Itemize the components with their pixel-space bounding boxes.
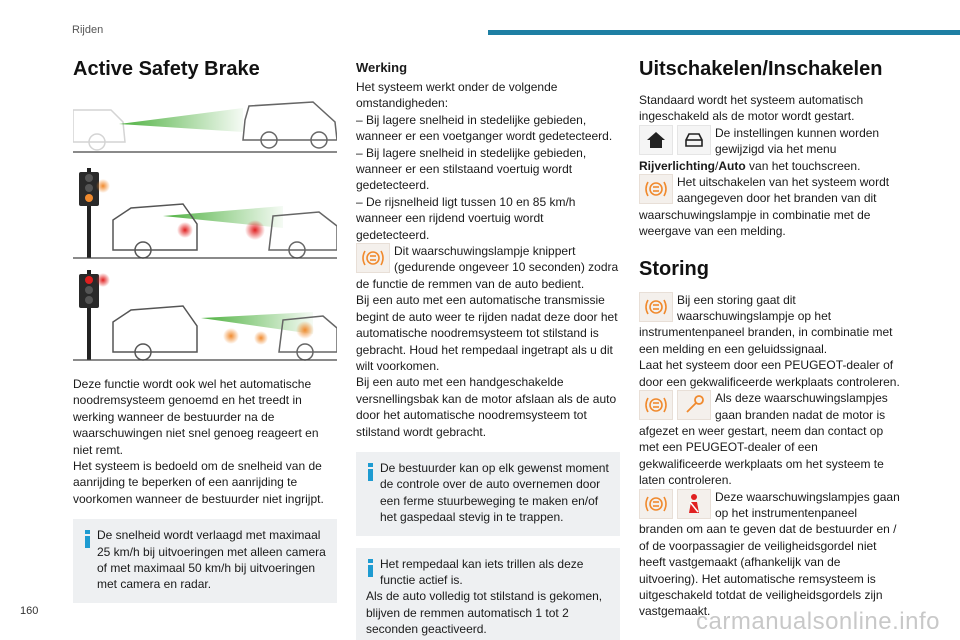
note-text: Als de auto volledig tot stilstand is gekomen, blijven de remmen automatisch 1 tot 2 seconden geactiveerd.	[366, 589, 603, 637]
car-icon	[677, 125, 711, 155]
column-uitschakelen	[639, 58, 903, 620]
wrench-icon	[677, 390, 711, 420]
bullet-stationary-vehicle: – Bij lagere snelheid in stedelijke gebieden, wanneer er een stilstaand voertuig wordt gedetecteerd.	[356, 145, 587, 193]
paragraph-automatic-transmission: Bij een auto met een automatische transmissie begint de auto weer te rijden nadat deze door het automatische noodremsysteem tot stilstand is gebracht. Houd het rempedaal ingetrapt als u dit wilt voorkomen.	[356, 293, 618, 373]
traffic-light-icon	[79, 270, 110, 360]
illustration-car-following	[73, 92, 337, 160]
warning-light-row	[356, 243, 620, 292]
menu-rijverlichting: Rijverlichting	[639, 158, 716, 173]
page-number: 160	[20, 605, 39, 617]
home-icon	[639, 125, 673, 155]
traffic-light-icon	[79, 168, 110, 258]
illustration-traffic-light	[73, 168, 337, 260]
info-icon	[368, 559, 374, 577]
seatbelt-icon	[677, 489, 711, 519]
info-icon	[368, 463, 374, 481]
safety-brake-warning-icon	[639, 489, 673, 519]
safety-brake-warning-icon	[356, 243, 390, 273]
green-detection-beam	[119, 108, 243, 132]
car-outline-icon	[243, 102, 337, 148]
paragraph-manual-gearbox: Bij een auto met een handgeschakelde versnellingsbak kan de motor afslaan als de auto door het automatische noodremsysteem tot stilstand wordt gebracht.	[356, 375, 617, 439]
paragraph-fault-restart: Als deze waarschuwingslampjes gaan branden nadat de motor is afgezet en weer gestart, neem dan contact op met een PEUGEOT-dealer of een gekwalificeerde werkplaats om het systeem te laten controleren.	[639, 391, 888, 488]
settings-text: van het touchscreen.	[745, 158, 861, 173]
menu-auto: Auto	[718, 158, 746, 173]
bullet-pedestrian: – Bij lagere snelheid in stedelijke gebieden, wanneer er een voetganger wordt gedetecteerd.	[356, 112, 613, 144]
section-header: Rijden	[72, 24, 104, 36]
paragraph-warning-light: Dit waarschuwingslampje knippert (gedurende ongeveer 10 seconden) zodra de functie de remmen van de auto bedient.	[356, 244, 619, 291]
title-uitschakelen-inschakelen: Uitschakelen/Inschakelen	[639, 58, 883, 80]
fault-row-1	[639, 292, 903, 358]
settings-row	[639, 125, 903, 174]
info-icon	[85, 530, 91, 548]
watermark: carmanualsonline.info	[696, 608, 940, 635]
paragraph-deactivation: Het uitschakelen van het systeem wordt aangegeven door het branden van dit waarschuwingslampje in combinatie met de weergave van een melding.	[639, 175, 890, 239]
paragraph-default-on: Standaard wordt het systeem automatisch ingeschakeld als de motor wordt gestart.	[639, 93, 864, 124]
note-text: De snelheid wordt verlaagd met maximaal 25 km/h bij uitvoeringen met alleen camera of met maximaal 50 km/h bij uitvoeringen met camera en radar.	[97, 528, 326, 592]
paragraph-seatbelt: Deze waarschuwingslampjes gaan op het instrumentenpaneel branden om aan te geven dat de bestuurder en / of de voorpassagier de veiligheidsgordel niet heeft vastgemaakt (afhankelijk van de uitvoering). Het automatische remsysteem is uitgeschakeld totdat de veiligheidsgordels zijn vastgemaakt.	[639, 489, 900, 619]
fault-row-3	[639, 489, 903, 620]
bullet-moving-vehicle: – De rijsnelheid ligt tussen 10 en 85 km/h wanneer een rijdend voertuig wordt gedetecteerd.	[356, 194, 576, 242]
title-werking: Werking	[356, 60, 408, 75]
info-note-driver-control	[356, 452, 620, 536]
settings-text: De instellingen kunnen worden gewijzigd via het menu	[715, 125, 880, 157]
paragraph-conditions: Het systeem werkt onder de volgende omstandigheden:	[356, 80, 558, 111]
safety-brake-warning-icon	[639, 292, 673, 322]
note-text: De bestuurder kan op elk gewenst moment de controle over de auto overnemen door een ferme stuurbeweging te maken en/of het gaspedaal stevig in te trappen.	[380, 460, 609, 525]
column-werking	[356, 60, 620, 640]
note-text: Het rempedaal kan iets trillen als deze functie actief is.	[380, 556, 584, 587]
paragraph-intro: Deze functie wordt ook wel het automatische noodremsysteem genoemd en het treedt in werking wanneer de bestuurder na de waarschuwingen niet snel genoeg reageert en niet remt.	[73, 377, 319, 457]
illustration-emergency-braking	[73, 270, 337, 362]
deactivation-row	[639, 174, 903, 240]
header-accent-bar	[488, 30, 960, 35]
menu-separator: /	[715, 158, 719, 173]
safety-brake-warning-icon	[639, 390, 673, 420]
safety-brake-warning-icon	[639, 174, 673, 204]
car-outline-icon	[73, 110, 125, 150]
paragraph-fault: Bij een storing gaat dit waarschuwingslampje op het instrumentenpaneel branden, in combinatie met een melding en een geluidssignaal.	[639, 292, 893, 356]
info-note-speed-reduction	[73, 519, 337, 603]
title-storing: Storing	[639, 257, 709, 280]
column-active-safety-brake	[73, 58, 337, 615]
paragraph-fault-check: Laat het systeem door een PEUGEOT-dealer of door een gekwalificeerde werkplaats controleren.	[639, 358, 900, 389]
fault-row-2	[639, 390, 903, 488]
paragraph-purpose: Het systeem is bedoeld om de snelheid van de aanrijding te beperken of een aanrijding te voorkomen wanneer de bestuurder niet ingrijpt.	[73, 459, 324, 506]
title-active-safety-brake: Active Safety Brake	[73, 58, 260, 80]
info-note-brake-pedal	[356, 548, 620, 640]
